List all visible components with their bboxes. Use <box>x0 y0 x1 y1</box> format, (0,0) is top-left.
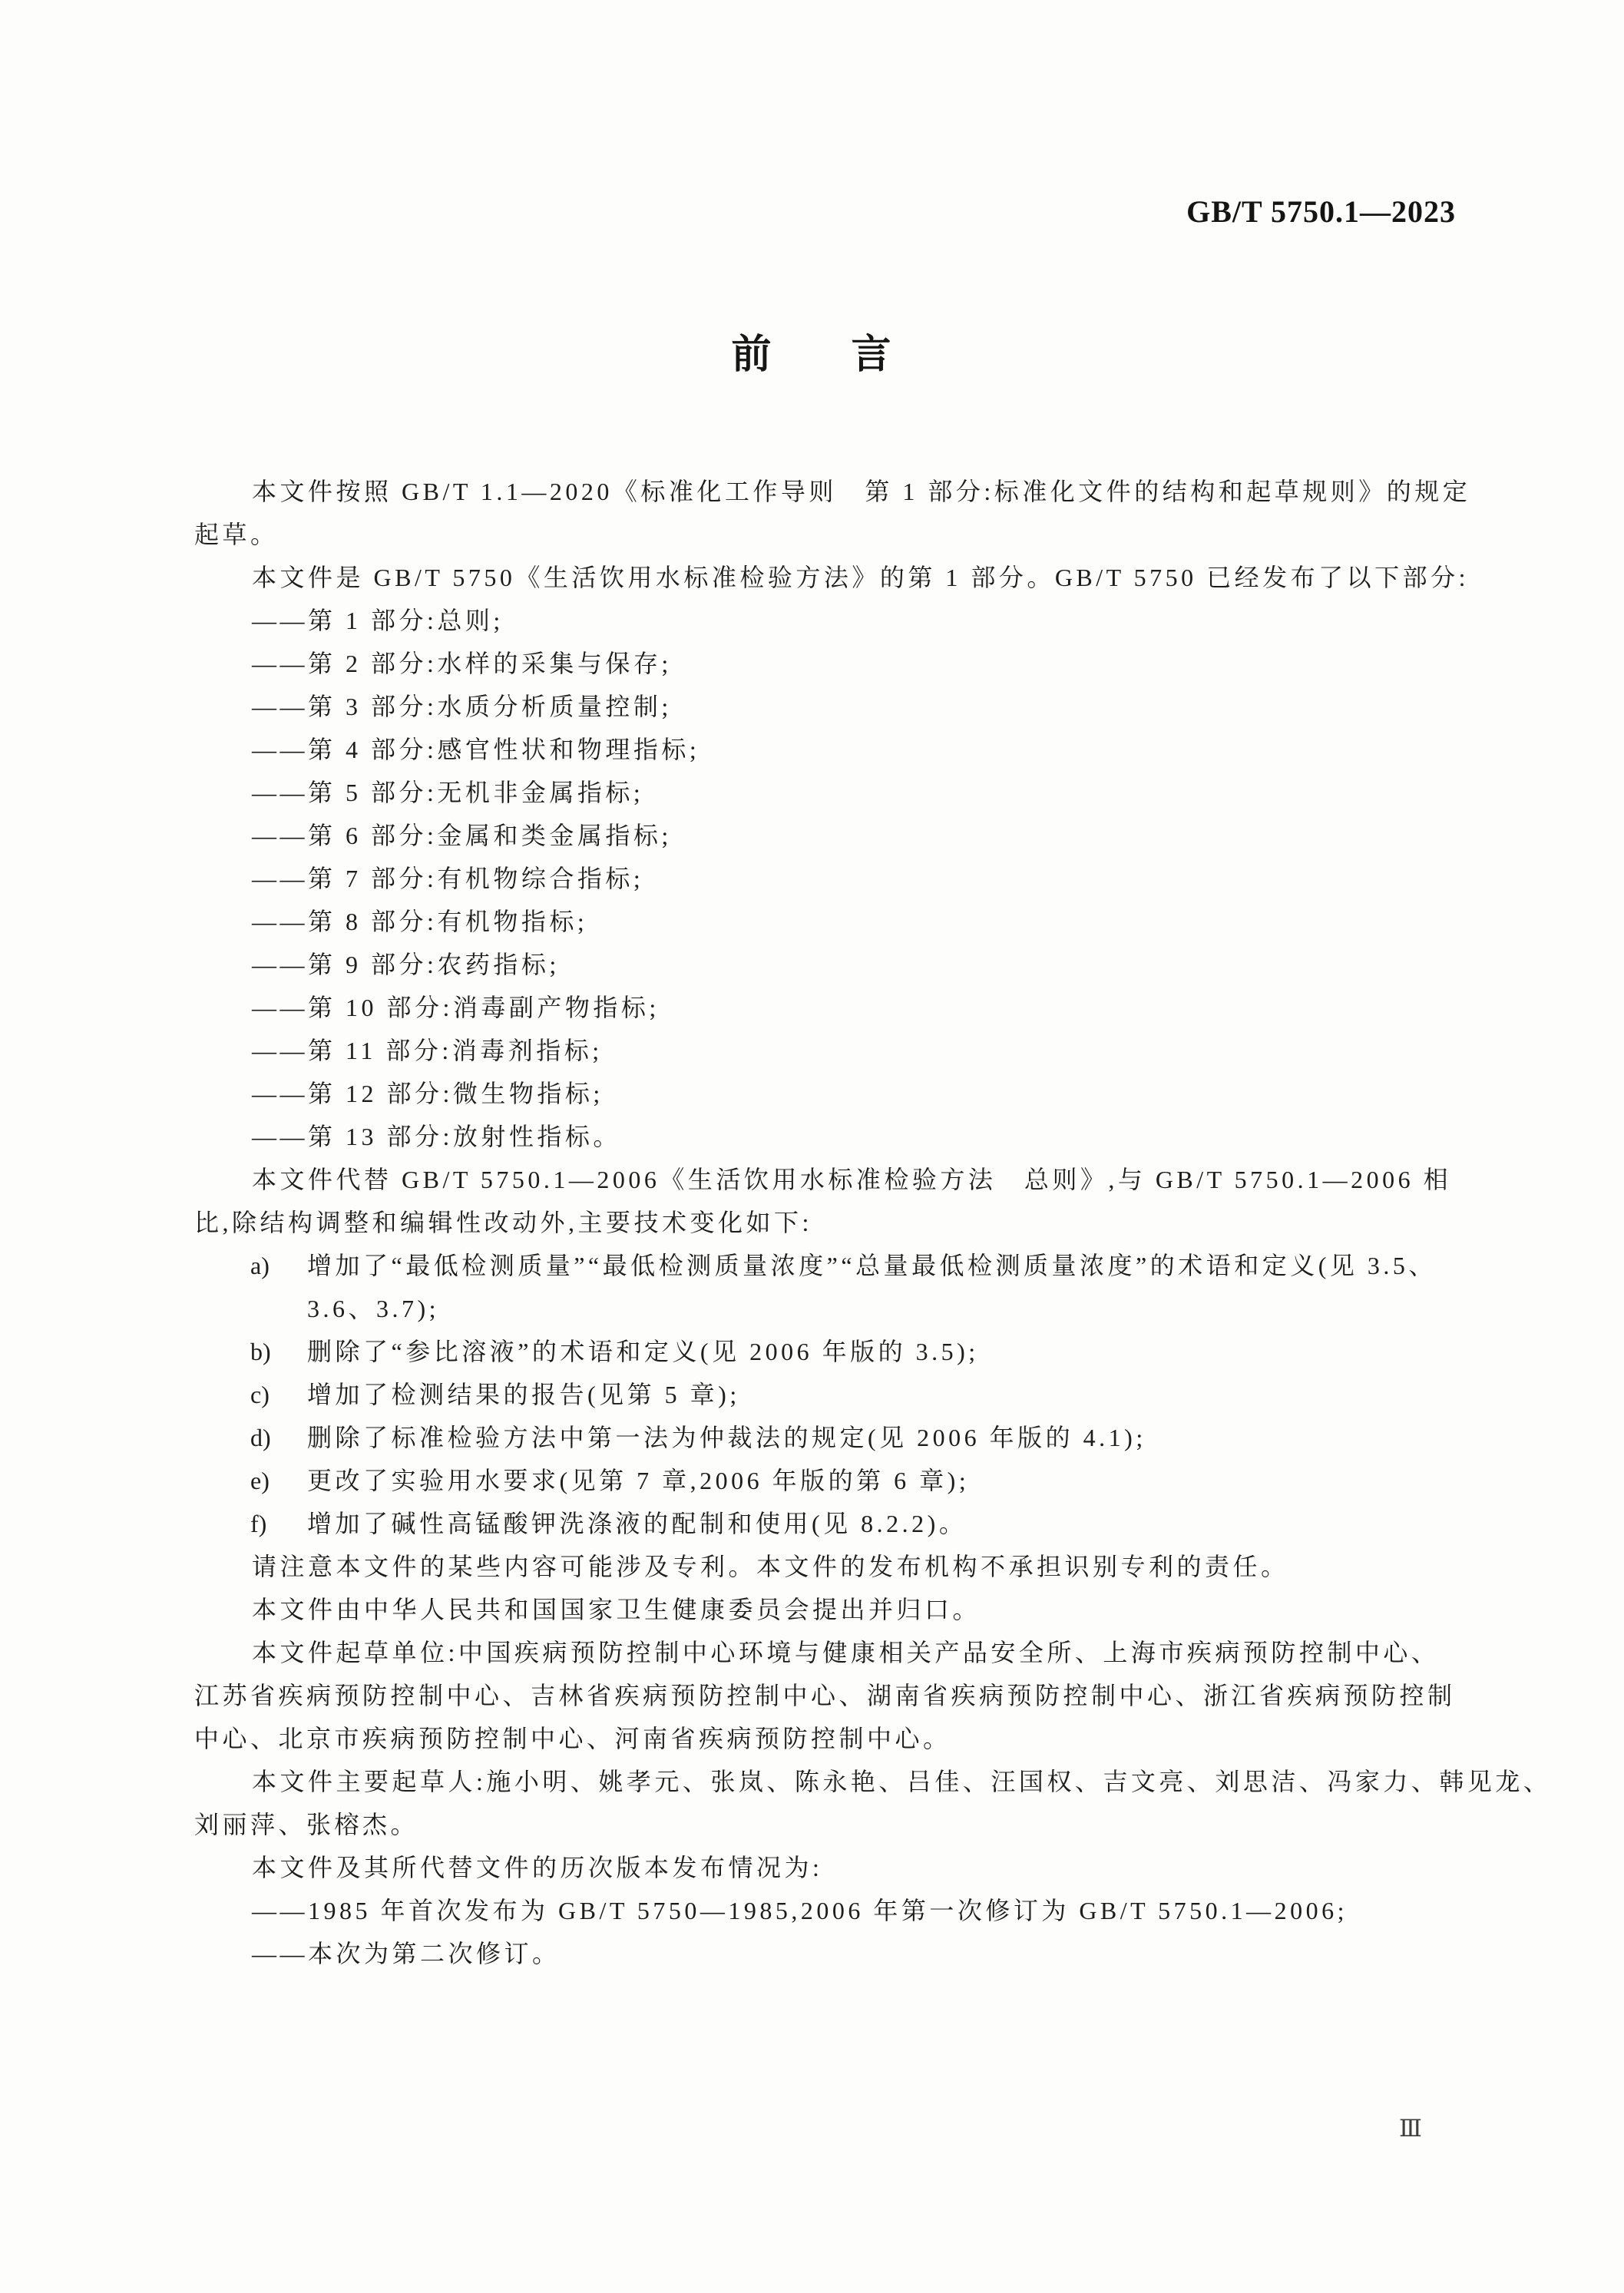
item-label: c) <box>250 1381 270 1408</box>
list-item: ——第 5 部分:无机非金属指标; <box>252 779 644 806</box>
text-line: 本文件主要起草人:施小明、姚孝元、张岚、陈永艳、吕佳、汪国权、吉文亮、刘思洁、冯家力、韩见龙、 <box>252 1768 1552 1795</box>
page-number: Ⅲ <box>1399 2115 1422 2142</box>
item-label: f) <box>250 1510 267 1537</box>
standard-number: GB/T 5750.1—2023 <box>1186 194 1456 229</box>
page-title: 前 言 <box>731 332 891 378</box>
text-line: 刘丽萍、张榕杰。 <box>194 1811 419 1838</box>
text-line: 3.6、3.7); <box>307 1295 440 1322</box>
list-item: ——第 13 部分:放射性指标。 <box>252 1123 621 1150</box>
lettered-item: e) 更改了实验用水要求(见第 7 章,2006 年版的第 6 章); <box>194 1459 1428 1502</box>
text-line: 请注意本文件的某些内容可能涉及专利。本文件的发布机构不承担识别专利的责任。 <box>252 1553 1289 1580</box>
list-item: ——第 2 部分:水样的采集与保存; <box>252 650 672 677</box>
lettered-item: b) 删除了“参比溶液”的术语和定义(见 2006 年版的 3.5); <box>194 1330 1428 1373</box>
lettered-item: a) 增加了“最低检测质量”“最低检测质量浓度”“总量最低检测质量浓度”的术语和定义(见 3.5、 <box>194 1244 1428 1287</box>
text-line: 江苏省疾病预防控制中心、吉林省疾病预防控制中心、湖南省疾病预防控制中心、浙江省疾病预防控制 <box>194 1682 1456 1709</box>
list-item: ——第 6 部分:金属和类金属指标; <box>252 822 672 849</box>
item-label: d) <box>250 1424 271 1451</box>
text-line: 本文件及其所代替文件的历次版本发布情况为: <box>252 1854 823 1881</box>
lettered-item: c) 增加了检测结果的报告(见第 5 章); <box>194 1373 1428 1416</box>
text-line: 本文件起草单位:中国疾病预防控制中心环境与健康相关产品安全所、上海市疾病预防控制中心、 <box>252 1639 1440 1666</box>
lettered-item: d) 删除了标准检验方法中第一法为仲裁法的规定(见 2006 年版的 4.1); <box>194 1416 1428 1459</box>
text-line: 本文件按照 GB/T 1.1—2020《标准化工作导则 第 1 部分:标准化文件的结构和起草规则》的规定 <box>252 478 1471 505</box>
list-item: ——第 1 部分:总则; <box>252 607 504 634</box>
list-item: ——本次为第二次修订。 <box>252 1940 561 1967</box>
text-line: 比,除结构调整和编辑性改动外,主要技术变化如下: <box>194 1209 812 1236</box>
item-label: e) <box>250 1467 270 1494</box>
list-item: ——第 10 部分:消毒副产物指标; <box>252 994 660 1021</box>
item-label: a) <box>250 1252 270 1279</box>
text-line: 本文件代替 GB/T 5750.1—2006《生活饮用水标准检验方法 总则》,与 GB/T 5750.1—2006 相 <box>252 1166 1452 1193</box>
list-item: ——第 3 部分:水质分析质量控制; <box>252 693 672 720</box>
item-label: b) <box>250 1338 271 1365</box>
text-line: 本文件由中华人民共和国国家卫生健康委员会提出并归口。 <box>252 1596 981 1623</box>
text-line: 本文件是 GB/T 5750《生活饮用水标准检验方法》的第 1 部分。GB/T 5750 已经发布了以下部分: <box>252 564 1470 591</box>
foreword-body <box>194 470 1552 1975</box>
list-item: ——第 12 部分:微生物指标; <box>252 1080 604 1107</box>
list-item: ——第 11 部分:消毒剂指标; <box>252 1037 603 1064</box>
list-item: ——第 9 部分:农药指标; <box>252 951 560 978</box>
list-item: ——第 7 部分:有机物综合指标; <box>252 865 644 892</box>
list-item: ——1985 年首次发布为 GB/T 5750—1985,2006 年第一次修订为 GB/T 5750.1—2006; <box>252 1897 1348 1924</box>
list-item: ——第 8 部分:有机物指标; <box>252 908 588 935</box>
list-item: ——第 4 部分:感官性状和物理指标; <box>252 736 700 763</box>
text-line: 中心、北京市疾病预防控制中心、河南省疾病预防控制中心。 <box>194 1725 951 1752</box>
lettered-item: f) 增加了碱性高锰酸钾洗涤液的配制和使用(见 8.2.2)。 <box>194 1502 1428 1545</box>
text-line: 起草。 <box>194 521 279 548</box>
